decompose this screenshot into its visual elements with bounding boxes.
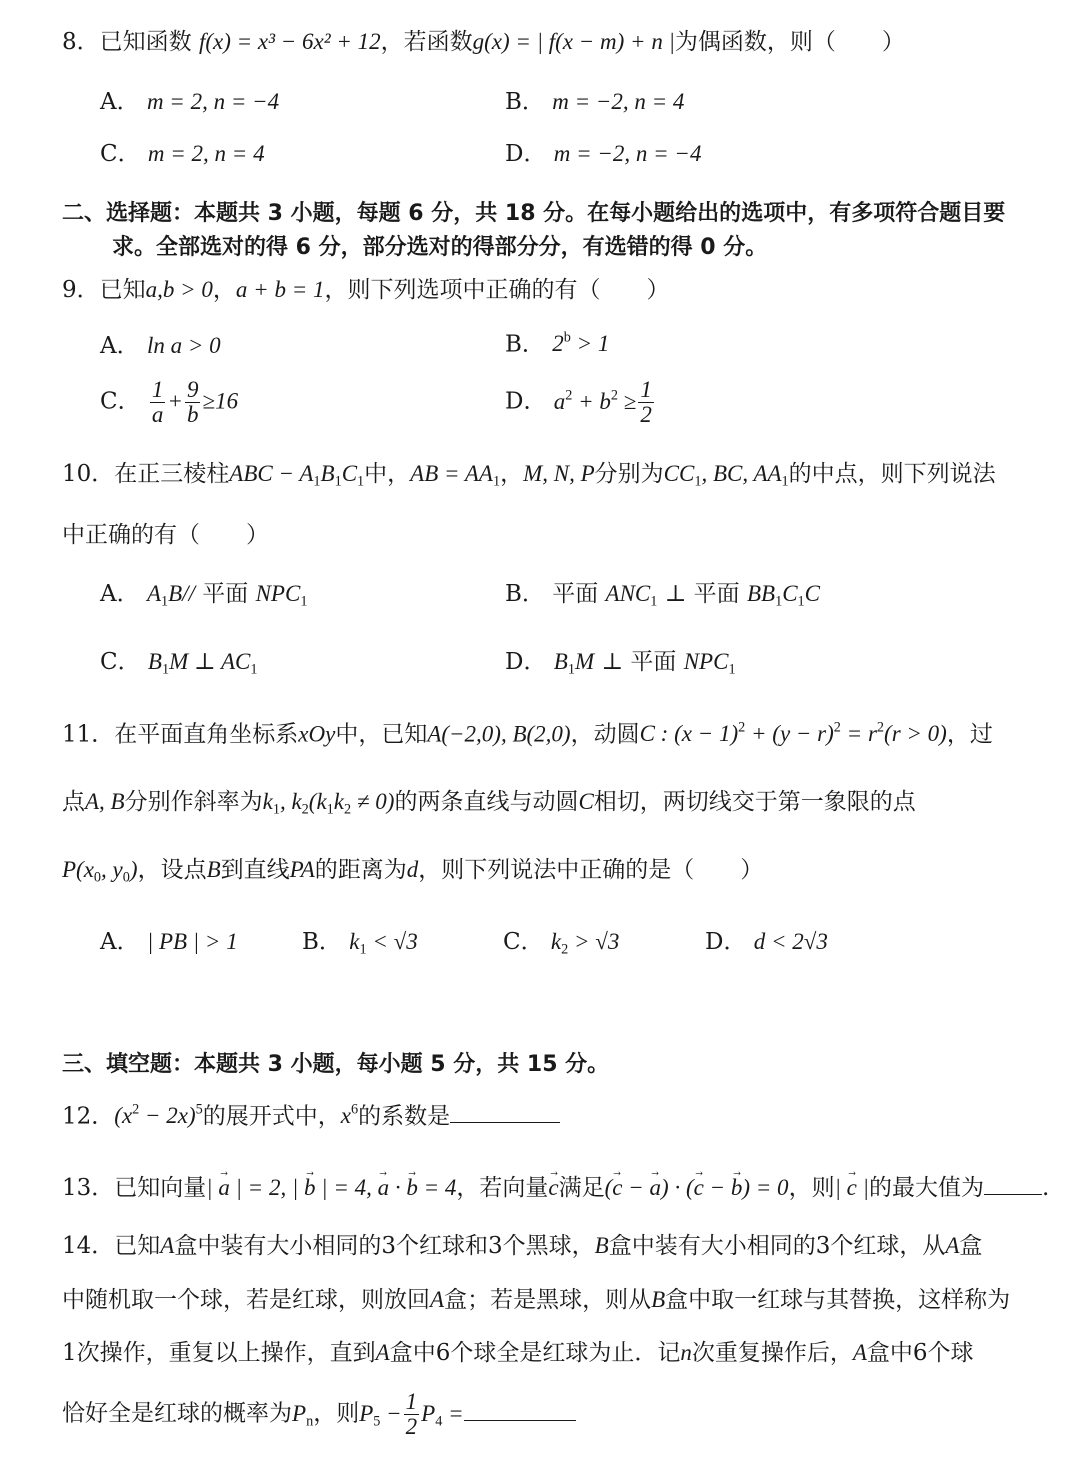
q13-stem: 13．已知向量| → a | = 2, | → b | = 4, → a · → b = 4，若向量→ c满足(→ c − → a) · (→ c − → b) = 0，则| → c |的最大值为 . (62, 1174, 1049, 1203)
q9-stem: 9．已知a,b > 0，a + b = 1，则下列选项中正确的有（ ） (62, 277, 670, 303)
q13-answer-blank[interactable] (984, 1193, 1042, 1195)
q8-option-b: B． m = −2, n = 4 (505, 89, 685, 115)
q14-stem-line1: 14．已知A盒中装有大小相同的3个红球和3个黑球，B盒中装有大小相同的3个红球，从A盒 (62, 1233, 983, 1259)
q8-option-a: A． m = 2, n = −4 (100, 89, 280, 115)
q9-option-b: B． $2^b > 1$ (505, 330, 610, 358)
q14-answer-blank[interactable] (464, 1419, 576, 1421)
q8-option-d: D． m = −2, n = −4 (505, 141, 702, 167)
q8-f-definition: f(x) = x³ − 6x² + 12 (198, 29, 381, 54)
q14-stem-line4: 恰好全是红球的概率为$P_n$，则$P_5$ − $\frac{1}{2}$ $P_4$ = (62, 1390, 576, 1439)
q11-option-a: A． | PB | > 1 (100, 929, 238, 955)
q10-option-b: B． 平面 $ANC_1$ ⊥ 平面 $BB_1C_1C$ (505, 581, 821, 610)
section2-heading-line1: 二、选择题：本题共 3 小题，每题 6 分，共 18 分。在每小题给出的选项中，有多项符合题目要 (62, 201, 1006, 226)
q8-stem: 8．已知函数 f(x) = x³ − 6x² + 12，若函数g(x) = | f(x − m) + n |为偶函数，则（ ） (62, 29, 905, 55)
q11-stem-line3: $P(x_0$, $y_0$)，设点B到直线PA的距离为d，则下列说法中正确的是（ ） (62, 857, 764, 886)
q10-stem-line2: 中正确的有（ ） (62, 522, 269, 548)
q9-option-a: A． ln a > 0 (100, 333, 221, 359)
q11-option-d: D． d < 2√3 (705, 929, 828, 955)
section3-heading: 三、填空题：本题共 3 小题，每小题 5 分，共 15 分。 (62, 1052, 610, 1077)
q11-stem-line2: 点A, B分别作斜率为$k_1$, $k_2(k_1k_2 \ne 0)$的两条直线与动圆C相切，两切线交于第一象限的点 (62, 789, 916, 818)
q9-option-c: C． $\frac{1}{a}$ + $\frac{9}{b}$ ≥16 (100, 377, 239, 428)
q10-option-a: A． $A_1B//$ 平面 $NPC_1$ (100, 581, 308, 610)
q9-option-d: D． $a^2 + b^2$ ≥ $\frac{1}{2}$ (505, 377, 652, 428)
q10-stem-line1: 10．在正三棱柱ABC − $A_1B_1C_1$中，AB = $AA_1$，M, N, P分别为$CC_1$, BC, $AA_1$的中点，则下列说法 (62, 461, 996, 490)
q8-g-definition: g(x) = | f(x − m) + n | (472, 29, 675, 54)
q10-option-d: D． $B_1M$ ⊥ 平面 $NPC_1$ (505, 649, 736, 678)
section2-heading-line2: 求。全部选对的得 6 分，部分选对的得部分分，有选错的得 0 分。 (112, 235, 768, 260)
q10-option-c: C． $B_1M$ ⊥ $AC_1$ (100, 649, 258, 678)
q11-stem-line1: 11．在平面直角坐标系xOy中，已知A(−2,0), B(2,0)，动圆C : $(x - 1)^2 + (y - r)^2 = r^2(r > 0)$，过 (62, 720, 993, 748)
q11-option-b: B． $k_1 < √3$ (302, 929, 418, 958)
q12-stem: 12．$(x^2 - 2x)^5$的展开式中，$x^6$的系数是 (62, 1102, 560, 1131)
q8-option-c: C． m = 2, n = 4 (100, 141, 265, 167)
q14-stem-line2: 中随机取一个球，若是红球，则放回A盒；若是黑球，则从B盒中取一红球与其替换，这样称为 (62, 1287, 1011, 1313)
q11-option-c: C． $k_2 > √3$ (503, 929, 620, 958)
q14-stem-line3: 1次操作，重复以上操作，直到A盒中6个球全是红球为止．记n次重复操作后，A盒中6个球 (62, 1340, 974, 1366)
q8-number: 8． (62, 29, 100, 55)
q12-answer-blank[interactable] (450, 1121, 560, 1123)
